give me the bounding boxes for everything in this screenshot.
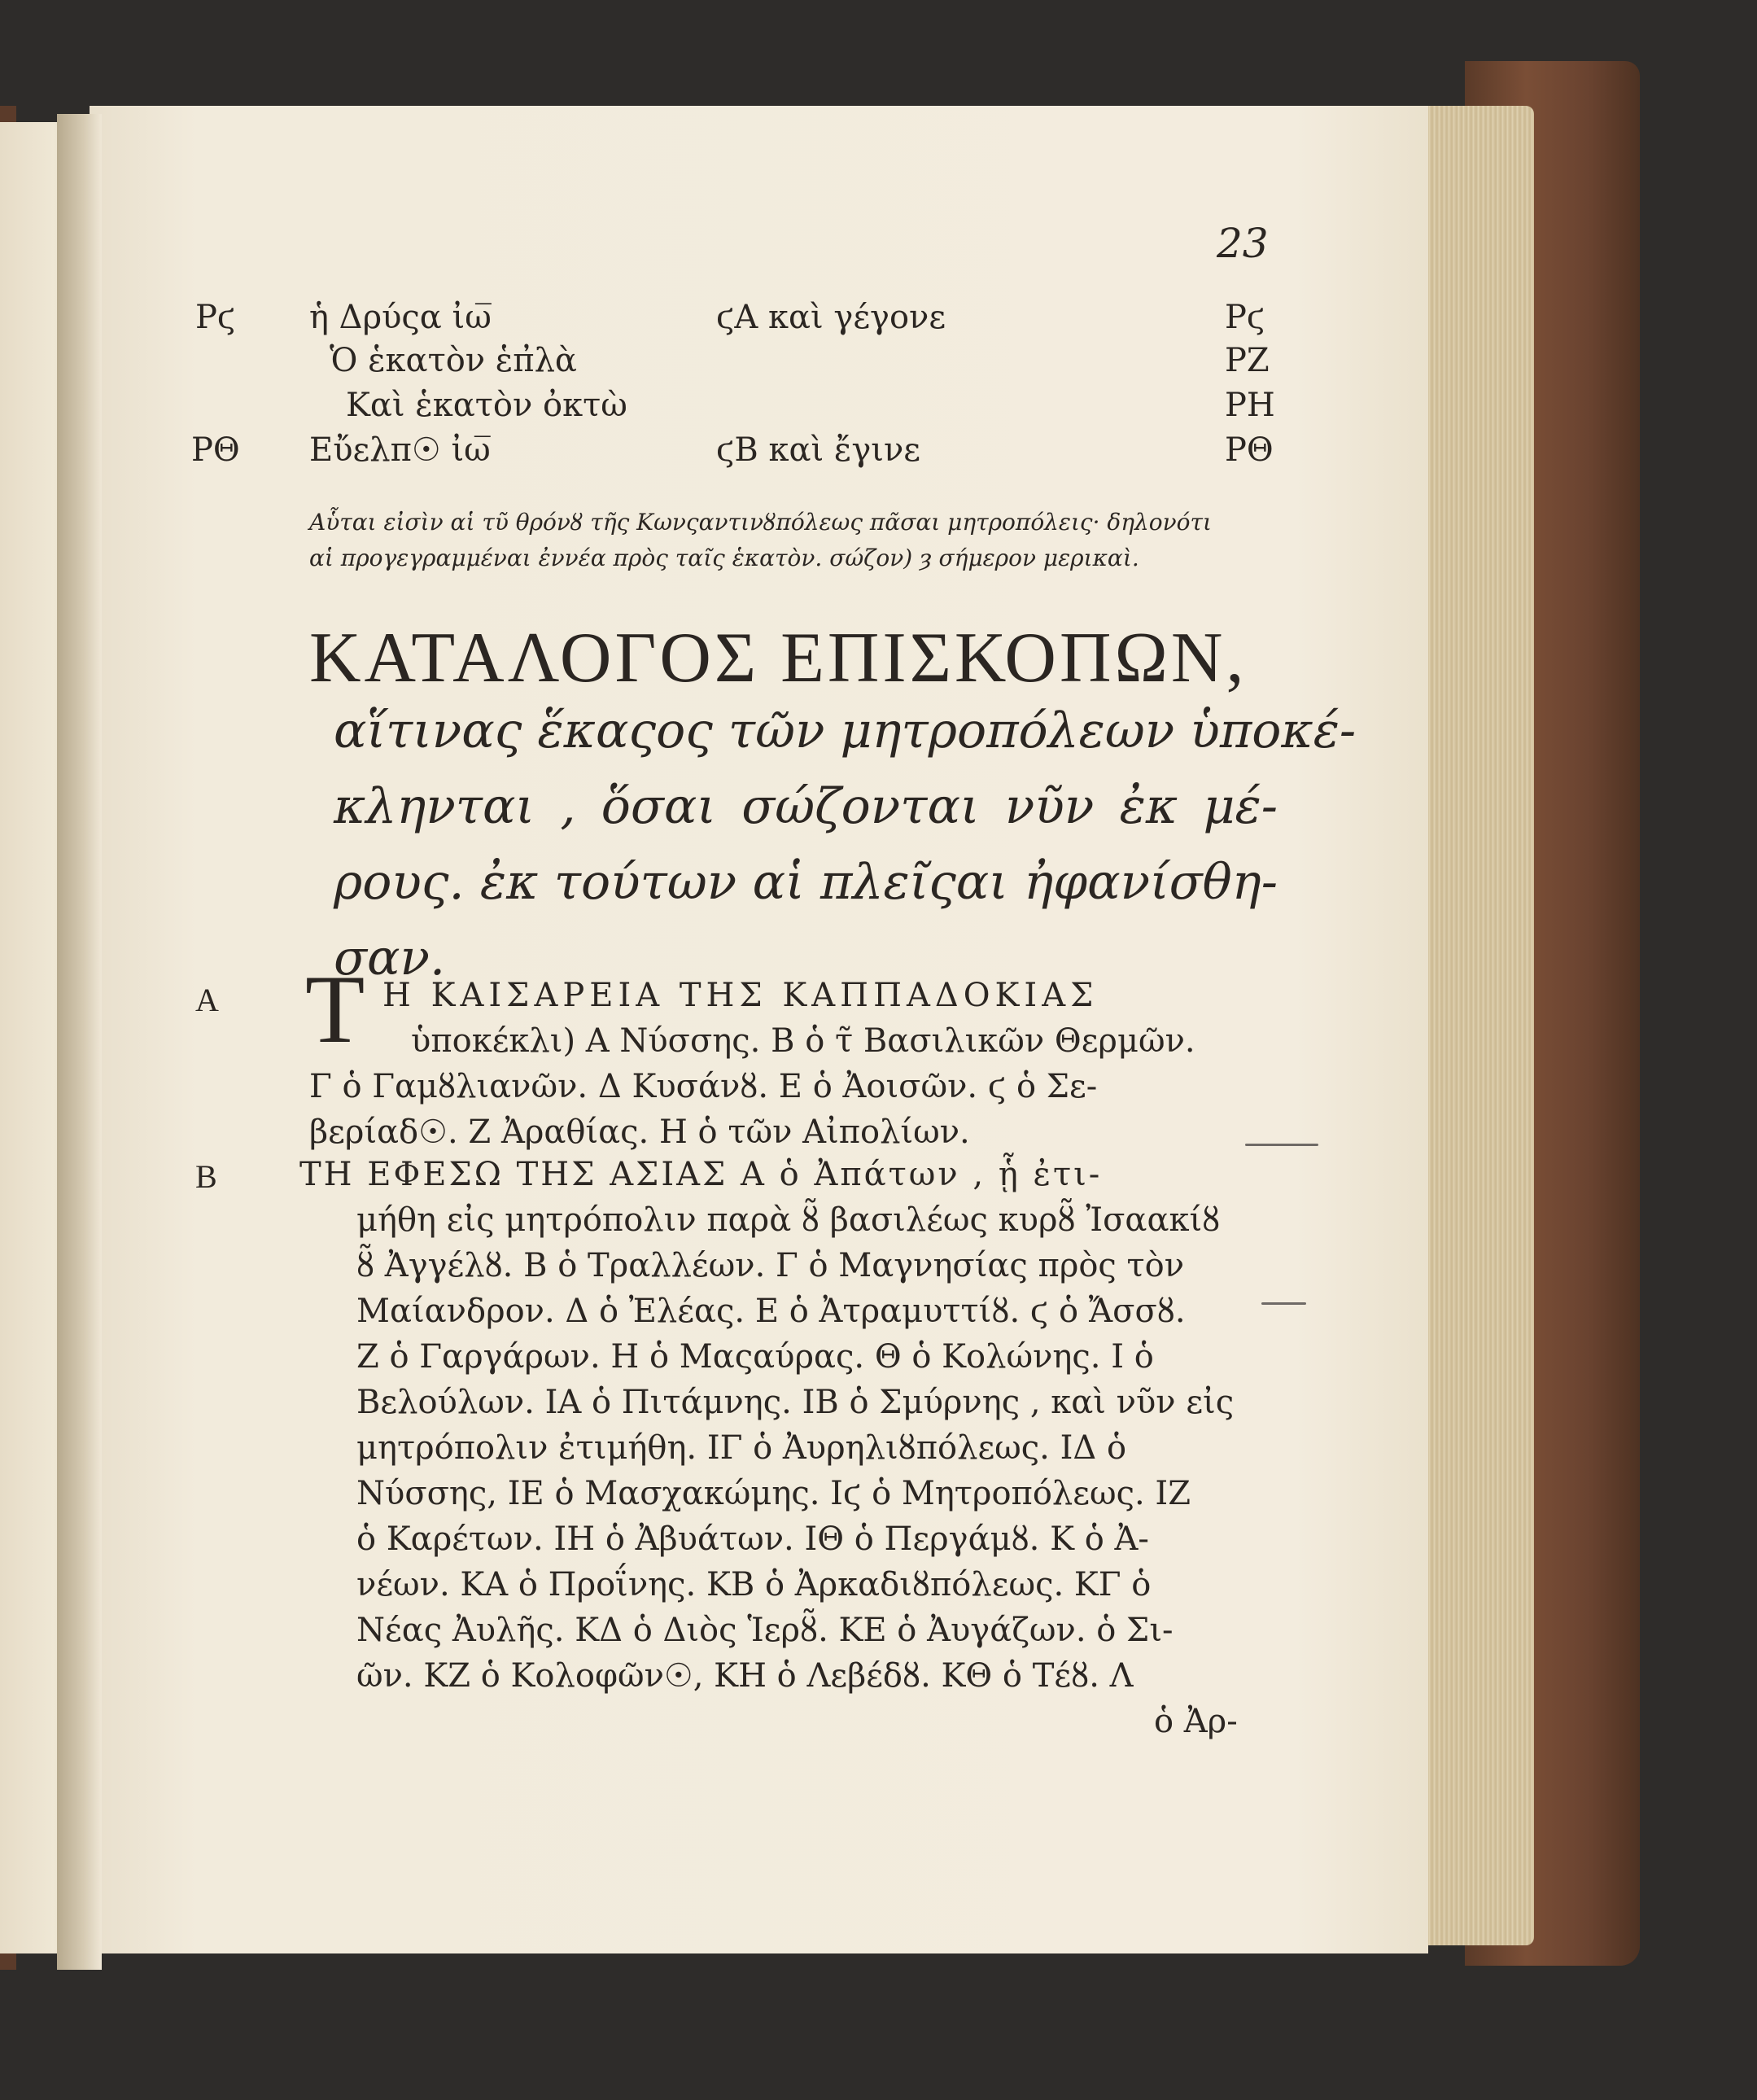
section-b-text [299,1152,1252,1744]
margin-marker-a: Α [195,982,219,1018]
pencil-mark [1245,1144,1318,1146]
section-b-line: ὁ Καρέτων. ΙΗ ὁ Ἀβυάτων. ΙΘ ὁ Περγάμȣ. Κ ὁ Ἀ- [356,1520,1149,1558]
row-text: Ὁ ἑκατὸν ἑπ̓λὰ [330,342,577,379]
subheading-line: σαν. [334,930,446,987]
section-b-line: Νύσσης, ΙΕ ὁ Μασχακώμης. Ιϛ ὁ Μητροπόλεως. ΙΖ [356,1475,1191,1512]
subheading [334,693,1357,996]
row-right-numeral: ΡΖ [1225,342,1270,379]
row-middle: ϛΒ καὶ ἔγινε [716,431,921,469]
section-a-line: βερίαδ☉. Ζ Ἀραθίας. Η ὁ τῶν Αἰπολίων. [309,1113,970,1151]
section-b-line: ΤΗ ΕΦΕΣΩ ΤΗΣ ΑΣΙΑΣ Α ὁ Ἀπάτων , ᾗ ἐτι- [299,1156,1103,1193]
row-left-numeral: Ρϛ [195,299,236,336]
section-b-line: ὁ Ἀρ- [1154,1703,1238,1740]
section-b-line: νέων. ΚΑ ὁ Προΐνης. ΚΒ ὁ Ἀρκαδιȣπόλεως. ΚΓ ὁ [356,1566,1152,1603]
section-a-line: ὑποκέκλι) Α Νύσσης. Β ὁ τ̃ Βασιλικῶν Θερμῶν. [411,1022,1195,1060]
book-page [90,106,1428,1953]
section-a-line: Η ΚΑΙΣΑΡΕΙΑ ΤΗΣ ΚΑΠΠΑΔΟΚΙΑΣ [382,977,1099,1014]
book-gutter [57,114,102,1970]
row-text: Καὶ ἑκατὸν ὀκτὼ [346,387,627,424]
row-text: ἡ Δρύςα ἰω̅ [309,299,492,336]
note-line: Αὗται εἰσὶν αἱ τῦ θρόνȣ τῆς Κωνςαντινȣπόλεως πᾶσαι μητροπόλεις· δηλονότι [309,509,1212,536]
section-b-line: ῶν. ΚΖ ὁ Κολοφῶν☉, ΚΗ ὁ Λεβέδȣ. ΚΘ ὁ Τέȣ. Λ [356,1657,1134,1695]
section-b-line: Νέας Ἀυλῆς. ΚΔ ὁ Διὸς Ἱερȣ̃. ΚΕ ὁ Ἀυγάζων. ὁ Σι- [356,1612,1174,1649]
row-right-numeral: ΡΘ [1225,431,1274,469]
section-b-line: Μαίανδρον. Δ ὁ Ἐλέας. Ε ὁ Ἀτραμυττίȣ. ϛ ὁ Ἄσσȣ. [356,1293,1186,1330]
section-b-line: Βελούλων. ΙΑ ὁ Πιτάμνης. ΙΒ ὁ Σμύρνης , καὶ νῦν εἰς [356,1384,1235,1421]
section-a-text [309,1064,1261,1155]
pencil-mark [1261,1302,1306,1305]
page-block-edge [1420,106,1534,1945]
section-a-first-lines [382,973,1335,1064]
row-right-numeral: Ρϛ [1225,299,1265,336]
page-number: 23 [1217,220,1269,267]
section-b-line: μητρόπολιν ἐτιμήθη. ΙΓ ὁ Ἀυρηλιȣπόλεως. ΙΔ ὁ [356,1429,1127,1467]
subheading-line: αἵτινας ἕκαςος τῶν μητροπόλεων ὑποκέ- [334,702,1357,759]
section-a-line: Γ ὁ Γαμȣλιανῶν. Δ Κυσάνȣ. Ε ὁ Ἀοισῶν. ϛ ὁ Σε- [309,1068,1098,1105]
margin-marker-b: Β [195,1158,217,1195]
row-right-numeral: ΡΗ [1225,387,1275,424]
row-left-numeral: ΡΘ [191,431,240,469]
section-b-line: μήθη εἰς μητρόπολιν παρὰ ȣ̃ βασιλέως κυρȣ̃ Ἰσαακίȣ [356,1201,1221,1239]
section-b-line: ȣ̃ Ἀγγέλȣ. Β ὁ Τραλλέων. Γ ὁ Μαγνησίας πρὸς τὸν [356,1247,1185,1284]
subheading-line: ρους. ἐκ τούτων αἱ πλεῖςαι ἠφανίσθη- [334,854,1278,911]
subheading-line: κληνται , ὅσαι σώζονται νῦν ἐκ μέ- [334,778,1278,835]
drop-capital: Τ [305,955,365,1063]
section-b-line: Ζ ὁ Γαργάρων. Η ὁ Μαςαύρας. Θ ὁ Κολώνης. Ι ὁ [356,1338,1154,1376]
note-line: αἱ προγεγραμμέναι ἐννέα πρὸς ταῖς ἑκατὸν. σώζον) ȝ σήμερον μερικαὶ. [309,545,1139,571]
row-middle: ϛΑ καὶ γέγονε [716,299,946,336]
catalogue-heading: ΚΑΤΑΛΟΓΟΣ ΕΠΙΣΚΟΠΩΝ, [309,619,1248,698]
row-text: Εὔελπ☉ ἰω̅ [309,431,491,469]
